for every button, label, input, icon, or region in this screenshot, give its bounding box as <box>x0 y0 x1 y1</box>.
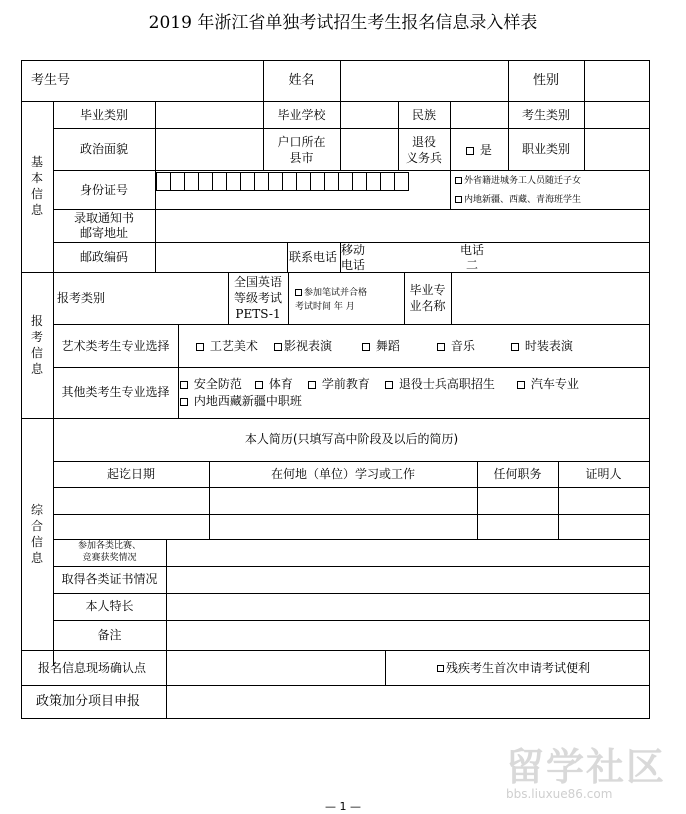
label-other-major: 其他类考生专业选择 <box>61 385 170 399</box>
checkbox-icon <box>466 147 474 155</box>
label-mobile-2: 电话 <box>341 258 366 272</box>
label-ethnicity: 民族 <box>411 108 436 122</box>
label-candidate-type: 考生类别 <box>521 108 570 122</box>
label-awards-2: 竞赛获奖情况 <box>82 553 137 563</box>
confirm-point-field[interactable] <box>167 651 384 684</box>
label-name: 姓名 <box>288 73 315 88</box>
xinjiang-class-checkbox[interactable]: 内地新疆、西藏、青海班学生 <box>455 195 581 206</box>
section-general-info: 综合信息 <box>30 503 43 565</box>
checkbox-icon <box>385 381 393 389</box>
label-grad-school: 毕业学校 <box>277 108 326 122</box>
label-political-status: 政治面貌 <box>79 142 128 156</box>
label-confirm-point: 报名信息现场确认点 <box>38 661 147 675</box>
pets-pass-checkbox[interactable]: 参加笔试并合格 <box>295 288 367 299</box>
label-major-1: 毕业专 <box>409 283 446 297</box>
resume-row[interactable] <box>54 488 649 513</box>
label-english-3: PETS-1 <box>235 307 281 321</box>
label-gender: 性别 <box>532 73 559 88</box>
checkbox-icon <box>455 177 462 184</box>
page-title: 2019 年浙江省单独考试招生考生报名信息录入样表 <box>148 13 538 33</box>
label-grad-type: 毕业类别 <box>79 108 128 122</box>
veteran-yes-checkbox[interactable]: 是 <box>466 143 492 157</box>
postcode-field[interactable] <box>156 243 286 271</box>
other-option-security[interactable]: 安全防范 <box>180 377 242 391</box>
checkbox-icon <box>255 381 263 389</box>
awards-field[interactable] <box>167 540 649 565</box>
other-option-tibet-xinjiang[interactable]: 内地西藏新疆中职班 <box>180 394 302 408</box>
arts-option-crafts[interactable]: 工艺美术 <box>196 339 258 353</box>
gender-field[interactable] <box>585 61 648 100</box>
migrant-child-checkbox[interactable]: 外省籍进城务工人员随迁子女 <box>455 176 581 187</box>
page-number: — 1 — <box>325 800 361 813</box>
checkbox-icon <box>308 381 316 389</box>
watermark-logo: 留学社区 bbs.liuxue86.com <box>506 745 667 801</box>
label-mobile-1: 移动 <box>341 243 366 257</box>
id-number-cells[interactable] <box>157 172 409 191</box>
arts-option-film[interactable]: 影视表演 <box>274 339 332 353</box>
header-place: 在何地（单位）学习或工作 <box>270 467 415 481</box>
header-witness: 证明人 <box>585 467 622 481</box>
section-exam-info: 报考信息 <box>30 314 43 376</box>
header-position: 任何职务 <box>493 467 542 481</box>
label-notes: 备注 <box>97 628 122 642</box>
label-english-2: 等级考试 <box>233 291 282 305</box>
label-hukou-1: 户口所在 <box>277 135 326 149</box>
checkbox-icon <box>437 343 445 351</box>
arts-option-dance[interactable]: 舞蹈 <box>362 339 400 353</box>
label-specialty: 本人特长 <box>85 599 134 613</box>
label-awards-1: 参加各类比赛、 <box>77 541 141 551</box>
label-exam-number: 考生号 <box>31 73 71 88</box>
exam-type-field[interactable] <box>112 273 227 323</box>
other-option-sports[interactable]: 体育 <box>255 377 293 391</box>
resume-row[interactable] <box>54 515 649 538</box>
policy-bonus-field[interactable] <box>167 686 649 717</box>
label-phone2-2: 二 <box>466 258 479 272</box>
checkbox-icon <box>511 343 519 351</box>
label-mail-address-1: 录取通知书 <box>73 211 134 225</box>
checkbox-icon <box>180 398 188 406</box>
checkbox-icon <box>180 381 188 389</box>
arts-option-music[interactable]: 音乐 <box>437 339 475 353</box>
label-veteran-2: 义务兵 <box>405 151 442 165</box>
label-vocation-type: 职业类别 <box>521 142 570 156</box>
label-english-1: 全国英语 <box>233 275 282 289</box>
label-mail-address-2: 邮寄地址 <box>79 226 128 240</box>
label-major-2: 业名称 <box>409 299 446 313</box>
name-field[interactable] <box>341 61 507 100</box>
other-option-automotive[interactable]: 汽车专业 <box>517 377 579 391</box>
checkbox-icon <box>196 343 204 351</box>
checkbox-icon <box>437 665 444 672</box>
certificates-field[interactable] <box>167 567 649 592</box>
label-certificates: 取得各类证书情况 <box>61 572 158 586</box>
label-hukou-2: 县市 <box>289 151 314 165</box>
other-option-preschool[interactable]: 学前教育 <box>308 377 370 391</box>
specialty-field[interactable] <box>167 594 649 619</box>
label-phone2-1: 电话 <box>460 243 485 257</box>
exam-number-field[interactable] <box>53 61 262 100</box>
header-period: 起讫日期 <box>106 467 155 481</box>
other-option-veteran[interactable]: 退役士兵高职招生 <box>385 377 495 391</box>
checkbox-icon <box>455 196 462 203</box>
checkbox-icon <box>274 343 282 351</box>
checkbox-icon <box>295 289 302 296</box>
label-contact-phone: 联系电话 <box>289 250 338 264</box>
label-id-number: 身份证号 <box>79 183 128 197</box>
label-arts-major: 艺术类考生专业选择 <box>61 339 170 353</box>
label-veteran-1: 退役 <box>411 135 436 149</box>
label-exam-type: 报考类别 <box>57 291 106 305</box>
disabled-accommodation-checkbox[interactable]: 残疾考生首次申请考试便利 <box>437 661 590 675</box>
checkbox-icon <box>517 381 525 389</box>
label-policy-bonus: 政策加分项目申报 <box>36 694 141 709</box>
resume-title: 本人简历(只填写高中阶段及以后的简历) <box>244 432 459 446</box>
notes-field[interactable] <box>167 621 649 649</box>
label-exam-time: 考试时间 年 月 <box>295 302 355 312</box>
label-postcode: 邮政编码 <box>79 250 128 264</box>
section-basic-info: 基本信息 <box>30 155 43 217</box>
mail-address-field[interactable] <box>156 210 648 241</box>
arts-option-fashion[interactable]: 时装表演 <box>511 339 573 353</box>
checkbox-icon <box>362 343 370 351</box>
